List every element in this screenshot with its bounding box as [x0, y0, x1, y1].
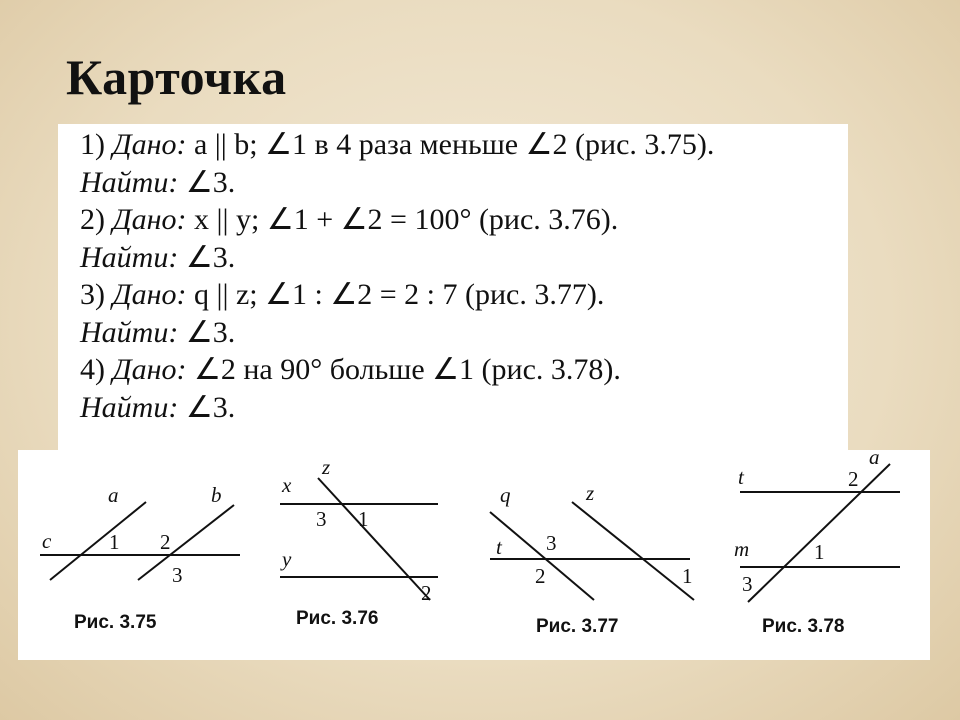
angle-3: 3 — [546, 531, 557, 555]
task-line-3 — [80, 201, 714, 239]
label-a: a — [869, 450, 880, 469]
figure-3-77 — [490, 481, 694, 637]
label-a: a — [108, 483, 119, 507]
caption-3-76: Рис. 3.76 — [296, 608, 379, 629]
label-t: t — [738, 465, 744, 489]
angle-2: 2 — [535, 564, 546, 588]
caption-3-75: Рис. 3.75 — [74, 612, 157, 633]
page-title: Карточка — [66, 49, 287, 105]
task-line-5 — [80, 276, 714, 314]
angle-2: 2 — [848, 467, 859, 491]
figures-panel — [18, 450, 930, 660]
caption-3-77: Рис. 3.77 — [536, 616, 619, 637]
task-text: ∠3. — [178, 315, 236, 349]
label-c: c — [42, 529, 52, 553]
line-z — [318, 478, 430, 600]
caption-3-78: Рис. 3.78 — [762, 616, 845, 637]
task-line-4 — [80, 239, 714, 277]
given-label: Дано: — [112, 128, 187, 161]
figures-drawing — [18, 450, 930, 660]
angle-1: 1 — [358, 507, 369, 531]
find-label: Найти: — [80, 390, 179, 424]
task-list — [80, 126, 714, 426]
given-label: Дано: — [112, 203, 187, 236]
given-label: Дано: — [112, 353, 187, 386]
line-a — [50, 502, 146, 580]
find-label: Найти: — [80, 240, 179, 274]
task-text: x || y; ∠1 + ∠2 = 100° (рис. 3.76). — [186, 203, 619, 236]
task-text: ∠3. — [178, 165, 236, 199]
task-text: ∠3. — [178, 240, 236, 274]
angle-2: 2 — [160, 530, 171, 554]
line-a — [748, 464, 890, 602]
line-z — [572, 502, 694, 600]
angle-3: 3 — [172, 563, 183, 587]
task-line-6 — [80, 314, 714, 352]
label-y: y — [282, 547, 292, 571]
label-q: q — [500, 483, 511, 507]
task-line-2 — [80, 164, 714, 202]
task-number: 1) — [80, 128, 105, 161]
label-z: z — [586, 481, 595, 505]
task-number: 4) — [80, 353, 105, 386]
task-line-7 — [80, 351, 714, 389]
task-line-1 — [80, 126, 714, 164]
angle-1: 1 — [109, 530, 120, 554]
task-number: 2) — [80, 203, 105, 236]
find-label: Найти: — [80, 315, 179, 349]
angle-2: 2 — [421, 581, 432, 605]
task-text: a || b; ∠1 в 4 раза меньше ∠2 (рис. 3.75). — [186, 128, 715, 161]
angle-1: 1 — [814, 540, 825, 564]
task-text: q || z; ∠1 : ∠2 = 2 : 7 (рис. 3.77). — [186, 278, 605, 311]
task-text: ∠2 на 90° больше ∠1 (рис. 3.78). — [186, 353, 621, 386]
figure-3-78 — [734, 450, 900, 637]
figure-3-76 — [280, 455, 438, 629]
task-text: ∠3. — [178, 390, 236, 424]
angle-1: 1 — [682, 564, 693, 588]
label-x: x — [282, 473, 292, 497]
line-b — [138, 505, 234, 580]
task-number: 3) — [80, 278, 105, 311]
label-t: t — [496, 535, 502, 559]
angle-3: 3 — [742, 572, 753, 596]
label-z: z — [322, 455, 331, 479]
task-line-8 — [80, 389, 714, 427]
angle-3: 3 — [316, 507, 327, 531]
label-m: m — [734, 537, 750, 561]
label-b: b — [211, 483, 222, 507]
given-label: Дано: — [112, 278, 187, 311]
figure-3-75 — [40, 483, 240, 633]
find-label: Найти: — [80, 165, 179, 199]
task-card — [58, 124, 848, 454]
